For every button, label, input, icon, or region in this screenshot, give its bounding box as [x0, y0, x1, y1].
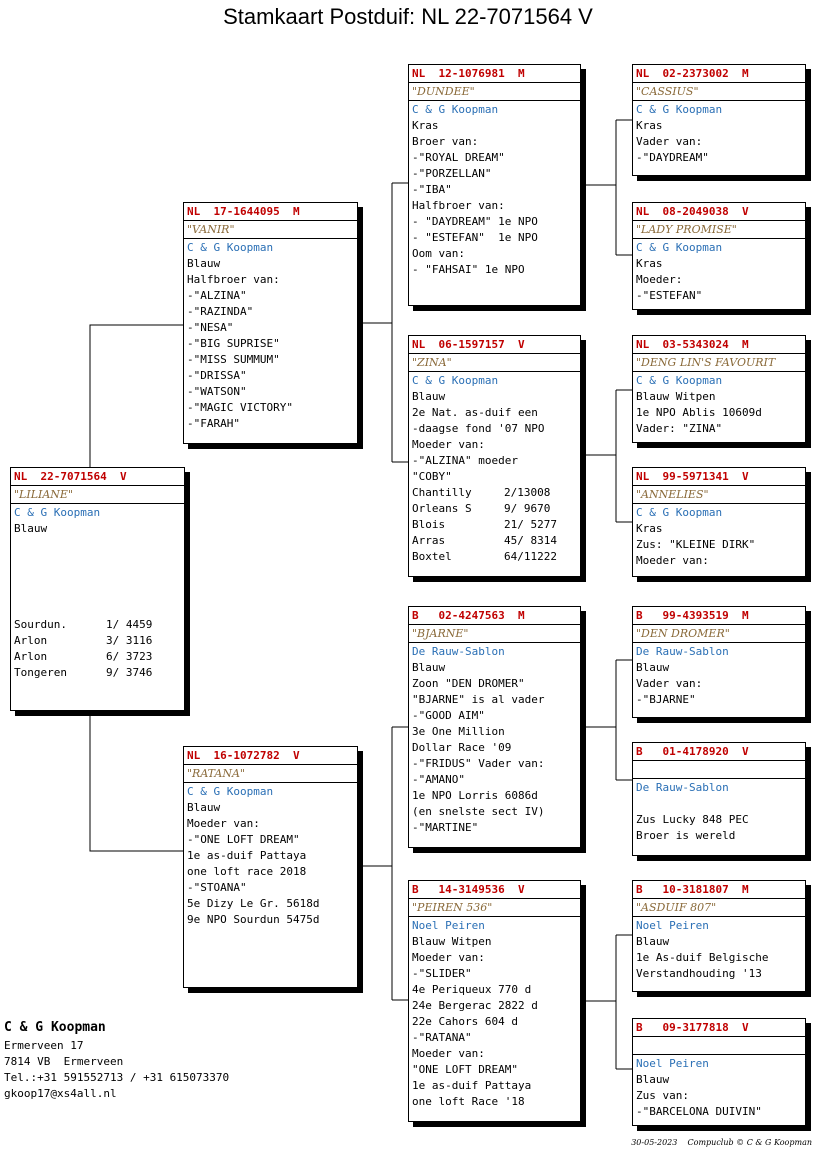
info-line: Moeder van:	[412, 438, 485, 451]
info-line: (en snelste sect IV)	[412, 805, 545, 818]
info-line: Blauw	[14, 522, 48, 535]
pigeon-name: "VANIR"	[184, 221, 357, 239]
info-line: Blauw	[636, 935, 670, 948]
ring-number: B 99-4393519 M	[633, 607, 805, 625]
info-line: -"FARAH"	[187, 417, 240, 430]
footer-credits: 30-05-2023 Compuclub © C & G Koopman	[631, 1138, 812, 1147]
info-line: -daagse fond '07 NPO	[412, 422, 545, 435]
result-row: Arras 45/ 8314	[412, 534, 557, 547]
info-line: 1e as-duif Pattaya	[187, 849, 307, 862]
result-row: Blois 21/ 5277	[412, 518, 557, 531]
owner-name: C & G Koopman	[636, 374, 723, 387]
pigeon-name	[633, 1037, 805, 1055]
result-row: Sourdun. 1/ 4459	[14, 618, 153, 631]
info-line: Moeder van:	[412, 951, 485, 964]
breeder-phone: Tel.:+31 591552713 / +31 615073370	[4, 1071, 230, 1084]
pedigree-card-mff	[632, 606, 806, 718]
info-line: - "DAYDREAM" 1e NPO	[412, 215, 538, 228]
owner-name: Noel Peiren	[412, 919, 485, 932]
info-line: 1e NPO Lorris 6086d	[412, 789, 538, 802]
info-line: Zoon "DEN DROMER"	[412, 677, 525, 690]
info-line: -"MISS SUMMUM"	[187, 353, 280, 366]
info-line: Blauw	[636, 1073, 670, 1086]
info-line: - "FAHSAI" 1e NPO	[412, 263, 525, 276]
info-line: one loft Race '18	[412, 1095, 525, 1108]
pedigree-card-fmf	[632, 335, 806, 443]
pigeon-name: "ANNELIES"	[633, 486, 805, 504]
owner-name: C & G Koopman	[14, 506, 101, 519]
info-line: Kras	[412, 119, 439, 132]
owner-name: C & G Koopman	[636, 103, 723, 116]
info-line: -"NESA"	[187, 321, 234, 334]
info-line: -"DRISSA"	[187, 369, 247, 382]
info-line	[636, 796, 802, 812]
ring-number: NL 17-1644095 M	[184, 203, 357, 221]
ring-number: NL 08-2049038 V	[633, 203, 805, 221]
pedigree-card-fmm	[632, 467, 806, 577]
info-line: 5e Dizy Le Gr. 5618d	[187, 897, 320, 910]
pigeon-name	[633, 761, 805, 779]
info-line: Oom van:	[412, 247, 465, 260]
info-line: 24e Bergerac 2822 d	[412, 999, 538, 1012]
result-row: Chantilly 2/13008	[412, 486, 551, 499]
pedigree-card-fff	[632, 64, 806, 176]
info-line: Vader: "ZINA"	[636, 422, 723, 435]
info-line: -"ROYAL DREAM"	[412, 151, 505, 164]
info-line: 9e NPO Sourdun 5475d	[187, 913, 320, 926]
info-line: 1e as-duif Pattaya	[412, 1079, 532, 1092]
info-line: Blauw Witpen	[412, 935, 492, 948]
info-line: Kras	[636, 119, 663, 132]
info-line: -"BARCELONA DUIVIN"	[636, 1105, 762, 1118]
info-line: Blauw	[187, 801, 221, 814]
breeder-address: Ermerveen 17	[4, 1039, 84, 1052]
pigeon-name: "RATANA"	[184, 765, 357, 783]
result-row: Boxtel 64/11222	[412, 550, 557, 563]
info-line: Blauw	[412, 661, 446, 674]
ring-number: B 14-3149536 V	[409, 881, 580, 899]
pigeon-name: "LILIANE"	[11, 486, 184, 504]
pedigree-card-fm	[408, 335, 581, 577]
pedigree-card-mother	[183, 746, 358, 988]
ring-number: NL 06-1597157 V	[409, 336, 580, 354]
info-line: Kras	[636, 522, 663, 535]
ring-number: NL 12-1076981 M	[409, 65, 580, 83]
owner-name: De Rauw-Sablon	[412, 645, 505, 658]
pedigree-card-father	[183, 202, 358, 444]
pigeon-name: "CASSIUS"	[633, 83, 805, 101]
info-line: -"RAZINDA"	[187, 305, 254, 318]
owner-name: C & G Koopman	[412, 103, 499, 116]
info-line: 22e Cahors 604 d	[412, 1015, 518, 1028]
owner-name: Noel Peiren	[636, 919, 709, 932]
info-line: Halfbroer van:	[412, 199, 505, 212]
pigeon-name: "BJARNE"	[409, 625, 580, 643]
pedigree-card-mmm	[632, 1018, 806, 1126]
pigeon-name: "LADY PROMISE"	[633, 221, 805, 239]
breeder-email: gkoop17@xs4all.nl	[4, 1087, 117, 1100]
info-line: one loft race 2018	[187, 865, 307, 878]
pigeon-name: "ASDUIF 807"	[633, 899, 805, 917]
info-line: Blauw	[636, 661, 670, 674]
pedigree-card-mfm	[632, 742, 806, 856]
info-line: -"PORZELLAN"	[412, 167, 492, 180]
pedigree-card-ffm	[632, 202, 806, 310]
owner-name: Noel Peiren	[636, 1057, 709, 1070]
info-line: Moeder van:	[187, 817, 260, 830]
owner-name: C & G Koopman	[412, 374, 499, 387]
owner-name: C & G Koopman	[636, 506, 723, 519]
info-line: -"SLIDER"	[412, 967, 472, 980]
pedigree-card-mm	[408, 880, 581, 1122]
result-row: Orleans S 9/ 9670	[412, 502, 551, 515]
info-line: -"AMANO"	[412, 773, 465, 786]
pigeon-name: "ZINA"	[409, 354, 580, 372]
info-line: Zus Lucky 848 PEC	[636, 813, 749, 826]
info-line: -"ESTEFAN"	[636, 289, 703, 302]
ring-number: B 01-4178920 V	[633, 743, 805, 761]
info-line: Zus: "KLEINE DIRK"	[636, 538, 756, 551]
info-line: Dollar Race '09	[412, 741, 512, 754]
info-line: -"DAYDREAM"	[636, 151, 709, 164]
pigeon-name: "DUNDEE"	[409, 83, 580, 101]
ring-number: NL 02-2373002 M	[633, 65, 805, 83]
ring-number: NL 99-5971341 V	[633, 468, 805, 486]
pigeon-name: "PEIREN 536"	[409, 899, 580, 917]
ring-number: B 10-3181807 M	[633, 881, 805, 899]
info-line: -"ONE LOFT DREAM"	[187, 833, 300, 846]
info-line: 3e One Million	[412, 725, 505, 738]
owner-name: De Rauw-Sablon	[636, 645, 729, 658]
ring-number: NL 03-5343024 M	[633, 336, 805, 354]
info-line: Broer van:	[412, 135, 479, 148]
pedigree-card-ff	[408, 64, 581, 306]
info-line: "ONE LOFT DREAM"	[412, 1063, 518, 1076]
info-line: Zus van:	[636, 1089, 689, 1102]
info-line: -"ALZINA" moeder	[412, 454, 518, 467]
info-line: Halfbroer van:	[187, 273, 280, 286]
pigeon-name: "DENG LIN'S FAVOURIT	[633, 354, 805, 372]
breeder-postcode: 7814 VB Ermerveen	[4, 1055, 124, 1068]
result-row: Tongeren 9/ 3746	[14, 666, 153, 679]
info-line: Broer is wereld	[636, 829, 736, 842]
info-line: 4e Periqueux 770 d	[412, 983, 532, 996]
ring-number: NL 16-1072782 V	[184, 747, 357, 765]
info-line: -"IBA"	[412, 183, 452, 196]
info-line: Kras	[636, 257, 663, 270]
owner-name: C & G Koopman	[636, 241, 723, 254]
breeder-name: C & G Koopman	[4, 1020, 106, 1035]
pedigree-card-mmf	[632, 880, 806, 992]
info-line: Vader van:	[636, 677, 703, 690]
result-row: Arlon 6/ 3723	[14, 650, 153, 663]
result-row: Arlon 3/ 3116	[14, 634, 153, 647]
breeder-info	[4, 1018, 229, 1102]
info-line: - "ESTEFAN" 1e NPO	[412, 231, 538, 244]
info-line: Blauw	[187, 257, 221, 270]
info-line: -"BJARNE"	[636, 693, 696, 706]
info-line: -"GOOD AIM"	[412, 709, 485, 722]
info-line: -"ALZINA"	[187, 289, 247, 302]
info-line: Verstandhouding '13	[636, 967, 762, 980]
info-line: "COBY"	[412, 470, 452, 483]
info-line: -"BIG SUPRISE"	[187, 337, 280, 350]
info-line: Vader van:	[636, 135, 703, 148]
info-line: -"STOANA"	[187, 881, 247, 894]
info-line: Moeder van:	[412, 1047, 485, 1060]
owner-name: C & G Koopman	[187, 241, 274, 254]
pedigree-card-subject	[10, 467, 185, 711]
info-line: Blauw	[412, 390, 446, 403]
owner-name: C & G Koopman	[187, 785, 274, 798]
info-line: 1e As-duif Belgische	[636, 951, 769, 964]
owner-name: De Rauw-Sablon	[636, 781, 729, 794]
info-line: 2e Nat. as-duif een	[412, 406, 538, 419]
info-line: Moeder:	[636, 273, 683, 286]
info-line: Blauw Witpen	[636, 390, 716, 403]
info-line: -"FRIDUS" Vader van:	[412, 757, 545, 770]
ring-number: B 02-4247563 M	[409, 607, 580, 625]
info-line: -"MARTINE"	[412, 821, 479, 834]
ring-number: B 09-3177818 V	[633, 1019, 805, 1037]
info-line: -"MAGIC VICTORY"	[187, 401, 293, 414]
pedigree-card-mf	[408, 606, 581, 848]
info-line: -"RATANA"	[412, 1031, 472, 1044]
info-line: Moeder van:	[636, 554, 709, 567]
info-line: -"WATSON"	[187, 385, 247, 398]
pigeon-name: "DEN DROMER"	[633, 625, 805, 643]
info-line: 1e NPO Ablis 10609d	[636, 406, 762, 419]
ring-number: NL 22-7071564 V	[11, 468, 184, 486]
info-line: "BJARNE" is al vader	[412, 693, 545, 706]
page-title: Stamkaart Postduif: NL 22-7071564 V	[223, 4, 593, 29]
